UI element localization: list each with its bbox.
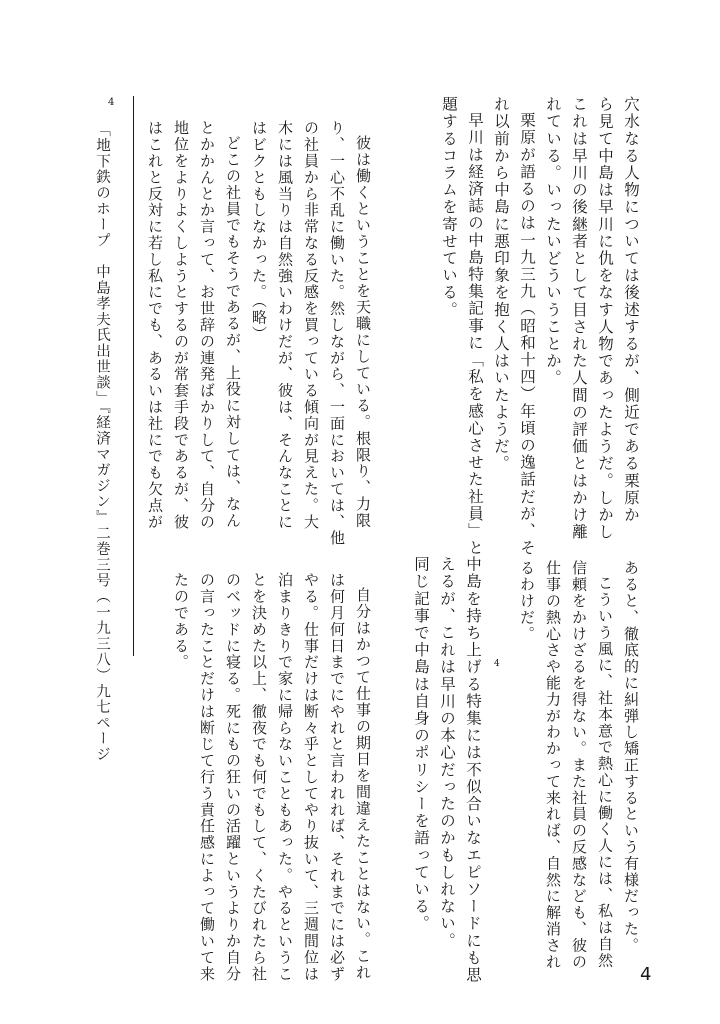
quote-line: はビクともしなかった。（略） — [250, 120, 268, 343]
text-line: れ以前から中島に悪印象を抱く人はいたようだ。 — [492, 96, 510, 473]
lower-body-text — [408, 556, 486, 984]
quote-line: の社員から非常なる反感を買っている傾向が見えた。大 — [302, 120, 320, 530]
text-line: 題するコラムを寄せている。 — [440, 96, 458, 319]
text-line: 穴水なる人物については後述するが、側近である栗原か — [622, 96, 640, 524]
upper-body-text — [436, 96, 644, 556]
text-line: これは早川の後継者として目された人間の評価とはかけ離 — [570, 96, 588, 541]
quote-line: どこの社員でもそうであるが、上役に対しては、なん — [224, 135, 242, 529]
text-line: 同じ記事で中島は自身のポリシーを語っている。 — [412, 556, 430, 933]
text-line: ら見て中島は早川に仇をなす人物であったようだ。しかし — [596, 96, 614, 541]
quote-line: はこれと反対に若し私にでも、あるいは社にでも欠点が — [146, 120, 164, 530]
quote-line: とを決めた以上、徹夜でも何でもして、くたびれたら社 — [250, 572, 268, 982]
quote-line: 信頼をかけざるを得ない。また社員の反感なども、彼の — [570, 560, 588, 970]
quote-line: り、一心不乱に働いた。然しながら、一面においては、他 — [328, 120, 346, 547]
quote-line: こういう風に、社本意で熱心に働く人には、私は自然 — [596, 575, 614, 969]
quote-line: 泊まりきりで家に帰らないこともあった。やるというこ — [276, 572, 294, 982]
lower-quotation — [168, 572, 376, 982]
text-line: えるが、これは早川の本心だったのかもしれない。 — [438, 556, 456, 950]
quote-line: 仕事の熱心さや能力がわかって来れば、自然に解消され — [544, 560, 562, 970]
upper-quotation — [142, 120, 376, 546]
quote-line: るわけだ。 — [518, 560, 536, 642]
quote-line: 木には風当りは自然強いわけだが、彼は、そんなことに — [276, 120, 294, 530]
quote-line: とかかんとか言って、お世辞の連発ばかりして、自分の — [198, 120, 216, 530]
page-number: 4 — [640, 964, 652, 985]
footnote-number: 4 — [108, 97, 115, 108]
quote-line: 彼は働くということを天職にしている。根限り、力限 — [354, 135, 372, 529]
quote-line: のベッドに寝る。死にもの狂いの活躍というよりか自分 — [224, 572, 242, 982]
quote-line: あると、徹底的に糾弾し矯正するという有様だった。 — [622, 560, 640, 954]
text-line: 早川は経済誌の中島特集記事に「私を感心させた社員」と — [466, 111, 484, 557]
quote-line: の言ったことだけは断じて行う責任感によって働いて来 — [198, 572, 216, 982]
footnote-text: 「地下鉄のホープ 中島孝夫氏出世談」『経済マガジン』二巻三号（一九三八）九七ページ — [94, 122, 110, 763]
text-line: 中島を持ち上げる特集には不似合いなエピソードにも思 — [464, 556, 482, 984]
footnote-divider — [133, 96, 134, 656]
quote-line: たのである。 — [172, 572, 190, 671]
text-line: 栗原が語るのは一九三九（昭和十四）年頃の逸話だが、そ — [518, 111, 536, 557]
quote-line: やる。仕事だけは断々乎としてやり抜いて、三週間位は — [302, 572, 320, 982]
lower-quotation-continued — [514, 560, 644, 970]
quote-line: は何月何日までにやれと言われれば、それまでには必ず — [328, 572, 346, 982]
footnote-reference-mark: 4 — [494, 659, 500, 669]
quote-line: 自分はかつて仕事の期日を間違えたことはない。これ — [354, 587, 372, 981]
text-line: れている。いったいどういうことか。 — [544, 96, 562, 387]
quote-line: 地位をよりよくしようとするのが常套手段であるが、彼 — [172, 120, 190, 530]
